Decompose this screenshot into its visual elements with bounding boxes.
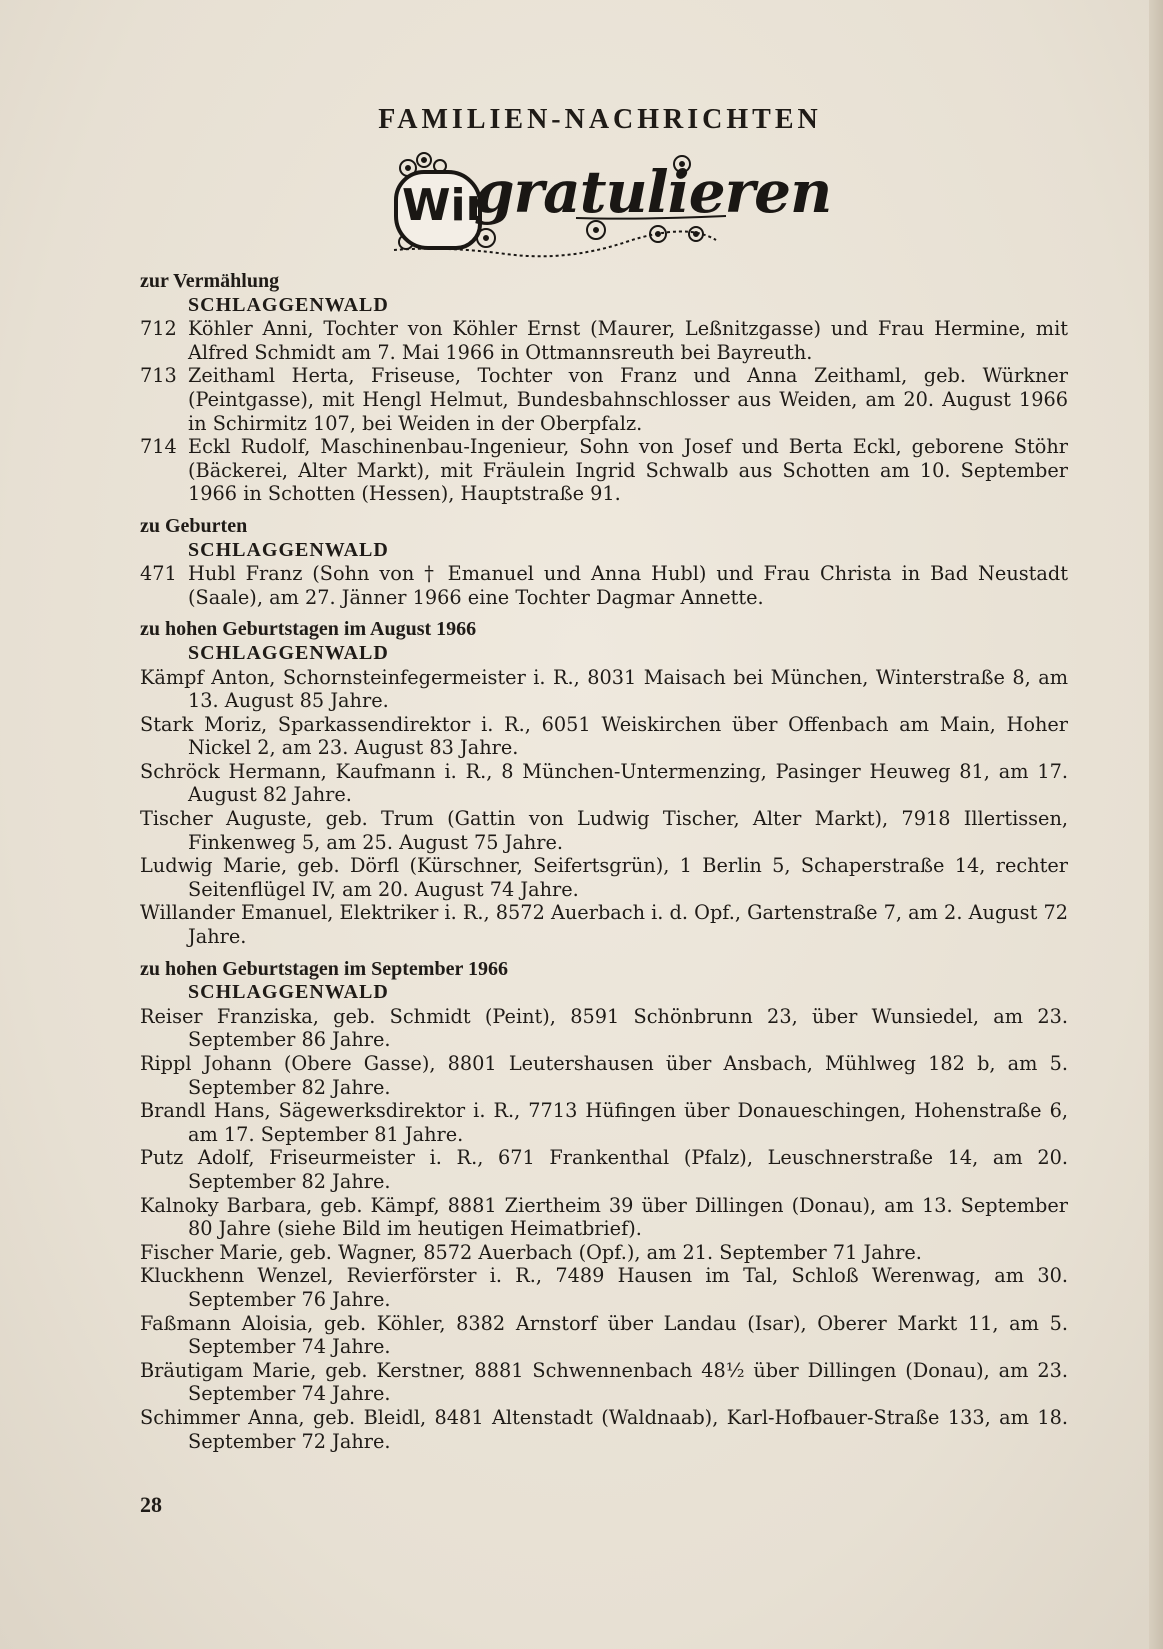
birthday-entry: Rippl Johann (Obere Gasse), 8801 Leutershausen über Ansbach, Mühlweg 182 b, am 5. September 82 Jahre. bbox=[140, 1052, 1068, 1099]
gratulation-logo bbox=[386, 150, 832, 270]
birth-entry bbox=[140, 562, 1068, 609]
entry-number: 712 bbox=[140, 317, 177, 341]
birthday-entry: Faßmann Aloisia, geb. Köhler, 8382 Arnstorf über Landau (Isar), Oberer Markt 11, am 5. September 74 Jahre. bbox=[140, 1311, 1068, 1359]
birthday-entry: Brandl Hans, Sägewerksdirektor i. R., 7713 Hüfingen über Donaueschingen, Hohenstraße 6, am 17. September 81 Jahre. bbox=[140, 1099, 1068, 1146]
marriage-entry bbox=[140, 364, 1068, 435]
birthday-entry: Fischer Marie, geb. Wagner, 8572 Auerbach (Opf.), am 21. September 71 Jahre. bbox=[140, 1240, 922, 1264]
announcements bbox=[140, 270, 1068, 1453]
page-number: 28 bbox=[140, 1492, 162, 1517]
birthday-entry: Schröck Hermann, Kaufmann i. R., 8 München-Untermenzing, Pasinger Heuweg 81, am 17. August 82 Jahre. bbox=[140, 759, 1068, 807]
logo-wir-badge bbox=[394, 170, 488, 250]
marriage-entry bbox=[140, 435, 1068, 506]
birthday-entry: Schimmer Anna, geb. Bleidl, 8481 Altenstadt (Waldnaab), Karl-Hofbauer-Straße 133, am 18. September 72 Jahre. bbox=[140, 1405, 1068, 1453]
page-spine bbox=[1149, 0, 1163, 1649]
logo-script-text: gratulieren bbox=[474, 158, 832, 226]
section-place: SCHLAGGENWALD bbox=[188, 981, 389, 1004]
section-place: SCHLAGGENWALD bbox=[188, 538, 389, 561]
birthday-entry: Putz Adolf, Friseurmeister i. R., 671 Frankenthal (Pfalz), Leuschnerstraße 14, am 20. September 82 Jahre. bbox=[140, 1146, 1068, 1193]
page-title: FAMILIEN-NACHRICHTEN bbox=[378, 104, 822, 135]
section-heading-birthdays-august: zu hohen Geburtstagen im August 1966 bbox=[140, 618, 477, 641]
birthday-entry: Stark Moriz, Sparkassendirektor i. R., 6051 Weiskirchen über Offenbach am Main, Hoher Nickel 2, am 23. August 83 Jahre. bbox=[140, 712, 1068, 760]
section-place: SCHLAGGENWALD bbox=[188, 641, 389, 664]
birthday-entry: Kluckhenn Wenzel, Revierförster i. R., 7489 Hausen im Tal, Schloß Werenwag, am 30. September 76 Jahre. bbox=[140, 1264, 1068, 1311]
entry-number: 714 bbox=[140, 435, 177, 459]
birthday-entry: Willander Emanuel, Elektriker i. R., 8572 Auerbach i. d. Opf., Gartenstraße 7, am 2. August 72 Jahre. bbox=[140, 901, 1068, 949]
entry-number: 471 bbox=[140, 562, 177, 586]
section-heading-marriage: zur Vermählung bbox=[140, 270, 280, 292]
entry-text: Eckl Rudolf, Maschinenbau-Ingenieur, Sohn von Josef und Berta Eckl, geborene Stöhr (Bäckerei, Alter Markt), mit Fräulein Ingrid Schwalb aus Schotten am 10. September 1966 in Schotten (Hessen), Hauptstraße 91. bbox=[188, 435, 1068, 506]
logo-wir-text: Wir bbox=[402, 180, 488, 231]
entry-text: Zeithaml Herta, Friseuse, Tochter von Franz und Anna Zeithaml, geb. Würkner (Peintgasse), mit Hengl Helmut, Bundesbahnschlosser aus Weiden, am 20. August 1966 in Schirmitz 107, bei Weiden in der Oberpfalz. bbox=[188, 364, 1068, 435]
marriage-entry bbox=[140, 317, 1068, 364]
birthday-entry: Kämpf Anton, Schornsteinfegermeister i. R., 8031 Maisach bei München, Winterstraße 8, am 13. August 85 Jahre. bbox=[140, 665, 1068, 713]
entry-number: 713 bbox=[140, 364, 177, 388]
birthday-entry: Bräutigam Marie, geb. Kerstner, 8881 Schwennenbach 48½ über Dillingen (Donau), am 23. September 74 Jahre. bbox=[140, 1358, 1068, 1406]
section-place: SCHLAGGENWALD bbox=[188, 293, 389, 316]
entry-text: Hubl Franz (Sohn von † Emanuel und Anna Hubl) und Frau Christa in Bad Neustadt (Saale), am 27. Jänner 1966 eine Tochter Dagmar Annette. bbox=[188, 562, 1068, 609]
section-heading-birthdays-september: zu hohen Geburtstagen im September 1966 bbox=[140, 957, 508, 980]
birthday-entry: Reiser Franziska, geb. Schmidt (Peint), 8591 Schönbrunn 23, über Wunsiedel, am 23. September 86 Jahre. bbox=[140, 1004, 1068, 1052]
birthday-entry: Kalnoky Barbara, geb. Kämpf, 8881 Ziertheim 39 über Dillingen (Donau), am 13. September 80 Jahre (siehe Bild im heutigen Heimatbrief). bbox=[140, 1193, 1068, 1241]
birthday-entry: Tischer Auguste, geb. Trum (Gattin von Ludwig Tischer, Alter Markt), 7918 Illertissen, Finkenweg 5, am 25. August 75 Jahre. bbox=[140, 807, 1068, 854]
entry-text: Köhler Anni, Tochter von Köhler Ernst (Maurer, Leßnitzgasse) und Frau Hermine, mit Alfred Schmidt am 7. Mai 1966 in Ottmannsreuth bei Bayreuth. bbox=[188, 317, 1068, 364]
birthday-entry: Ludwig Marie, geb. Dörfl (Kürschner, Seifertsgrün), 1 Berlin 5, Schaperstraße 14, rechter Seitenflügel IV, am 20. August 74 Jahre. bbox=[140, 854, 1068, 901]
section-heading-births: zu Geburten bbox=[140, 514, 248, 537]
